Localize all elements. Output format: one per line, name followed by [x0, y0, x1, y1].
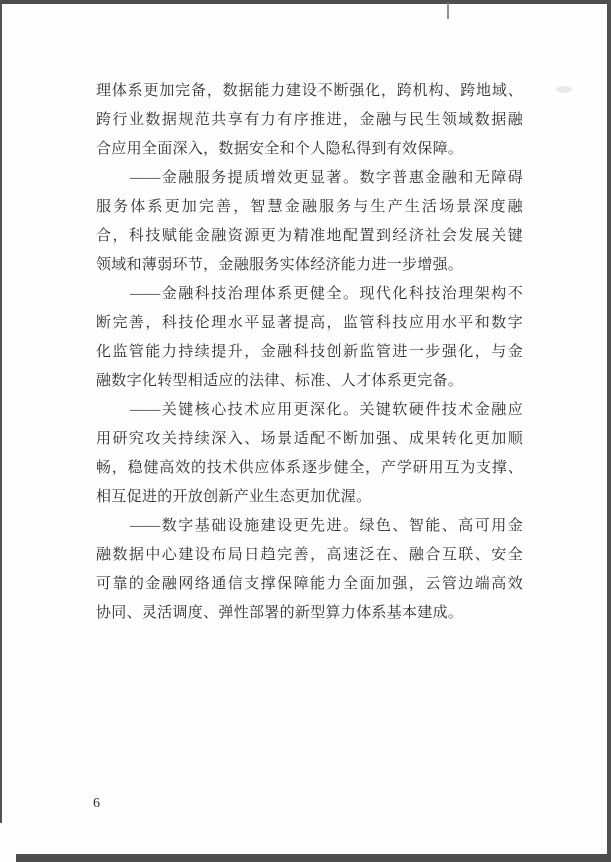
- text-line: 合，科技赋能金融资源更为精准地配置到经济社会发展关键: [96, 228, 523, 244]
- text-line: 合应用全面深入，数据安全和个人隐私得到有效保障。: [96, 141, 464, 157]
- text-line: 化监管能力持续提升，金融科技创新监管进一步强化，与金: [96, 344, 523, 360]
- text-line: 融数据中心建设布局日趋完善，高速泛在、融合互联、安全: [96, 547, 523, 563]
- text-line: 相互促进的开放创新产业生态更加优渥。: [96, 489, 372, 505]
- text-block: [96, 77, 523, 628]
- scan-edge-left: [0, 0, 2, 823]
- text-line: ——金融科技治理体系更健全。现代化科技治理架构不: [130, 286, 523, 302]
- text-line: 融数字化转型相适应的法律、标准、人才体系更完备。: [96, 373, 464, 389]
- page-number: 6: [93, 796, 100, 811]
- scan-edge-bottom: [16, 854, 611, 862]
- scan-edge-top: [0, 0, 611, 4]
- text-line: 可靠的金融网络通信支撑保障能力全面加强，云管边端高效: [96, 576, 523, 592]
- text-line: ——关键核心技术应用更深化。关键软硬件技术金融应: [130, 402, 523, 418]
- text-line: 用研究攻关持续深入、场景适配不断加强、成果转化更加顺: [96, 431, 523, 447]
- text-line: 服务体系更加完善，智慧金融服务与生产生活场景深度融: [96, 199, 523, 215]
- text-line: 跨行业数据规范共享有力有序推进，金融与民生领域数据融: [96, 112, 523, 128]
- text-line: 领域和薄弱环节，金融服务实体经济能力进一步增强。: [96, 257, 464, 273]
- text-line: ——数字基础设施建设更先进。绿色、智能、高可用金: [130, 518, 523, 534]
- text-line: 畅，稳健高效的技术供应体系逐步健全，产学研用互为支撑、: [96, 460, 523, 476]
- text-line: 协同、灵活调度、弹性部署的新型算力体系基本建成。: [96, 605, 464, 621]
- text-line: 理体系更加完备，数据能力建设不断强化，跨机构、跨地域、: [96, 83, 523, 99]
- scan-smudge: [556, 86, 572, 93]
- scan-edge-right: [607, 0, 611, 862]
- scan-artifact-line: [447, 3, 449, 19]
- text-line: ——金融服务提质增效更显著。数字普惠金融和无障碍: [130, 170, 523, 186]
- text-line: 断完善，科技伦理水平显著提高，监管科技应用水平和数字: [96, 315, 523, 331]
